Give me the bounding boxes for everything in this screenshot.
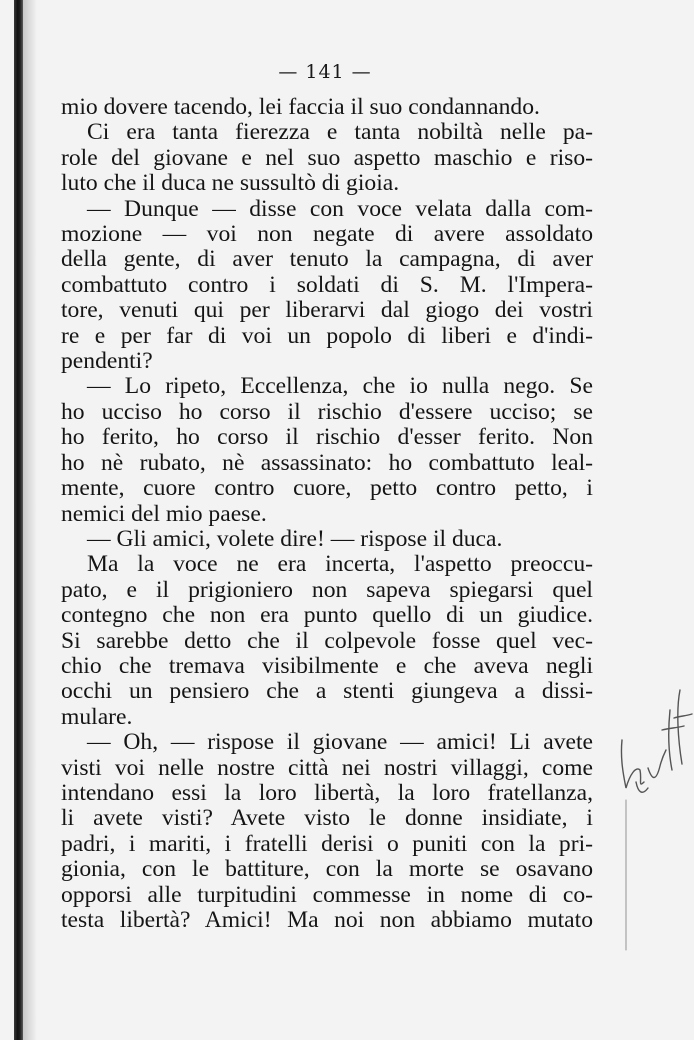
page-binding-edge [14, 0, 23, 1040]
text-line: mio dovere tacendo, lei faccia il suo condannando. [61, 94, 540, 120]
text-line: gionia, con le battiture, con la morte se osavano [61, 856, 593, 883]
text-line: Ci era tanta fierezza e tanta nobiltà nelle pa- [87, 119, 593, 146]
text-line: re e per far di voi un popolo di liberi e d'indi- [61, 322, 593, 349]
text-line: intendano essi la loro libertà, la loro fratellanza, [61, 779, 593, 806]
body-text [61, 95, 593, 933]
text-line: chio che tremava visibilmente e che aveva negli [61, 652, 593, 679]
text-line: pato, e il prigioniero non sapeva spiegarsi quel [61, 576, 593, 603]
text-line: padri, i mariti, i fratelli derisi o puniti con la pri- [61, 830, 593, 857]
text-line: pendenti? [61, 348, 153, 375]
text-line: Si sarebbe detto che il colpevole fosse quel vec- [61, 627, 593, 654]
text-line: li avete visti? Avete visto le donne insidiate, i [61, 805, 593, 832]
text-line: visti voi nelle nostre città nei nostri villaggi, come [61, 754, 593, 781]
text-line: mozione — voi non negate di avere assoldato [61, 221, 593, 248]
text-line: Ma la voce ne era incerta, l'aspetto preoccu- [87, 551, 593, 578]
text-line: occhi un pensiero che a stenti giungeva a dissi- [61, 678, 593, 705]
text-line: — Oh, — rispose il giovane — amici! Li avete [87, 729, 593, 756]
handwritten-margin-marks [614, 670, 694, 960]
text-line: della gente, di aver tenuto la campagna, di aver [61, 246, 593, 273]
text-line: ho ucciso ho corso il rischio d'essere ucciso; se [61, 398, 593, 425]
text-line: tore, venuti qui per liberarvi dal giogo dei vostri [61, 297, 593, 324]
text-line: mulare. [61, 703, 133, 730]
text-line: — Gli amici, volete dire! — rispose il duca. [87, 525, 503, 552]
text-line: luto che il duca ne sussultò di gioia. [61, 170, 400, 197]
text-line: role del giovane e nel suo aspetto maschio e riso- [61, 144, 593, 171]
page-number: — 141 — [278, 61, 372, 83]
text-line: nemici del mio paese. [61, 500, 267, 527]
text-line: mente, cuore contro cuore, petto contro petto, i [61, 475, 593, 502]
binding-shadow [23, 0, 37, 1040]
text-line: opporsi alle turpitudini commesse in nome di co- [61, 881, 593, 908]
text-line: — Lo ripeto, Eccellenza, che io nulla nego. Se [87, 373, 593, 400]
text-line: combattuto contro i soldati di S. M. l'Impera- [61, 271, 593, 298]
text-line: contegno che non era punto quello di un giudice. [61, 602, 593, 629]
text-line: ho nè rubato, nè assassinato: ho combattuto leal- [61, 449, 593, 476]
text-line: ho ferito, ho corso il rischio d'esser ferito. Non [61, 424, 593, 451]
text-line: testa libertà? Amici! Ma noi non abbiamo mutato [61, 907, 593, 933]
text-line: — Dunque — disse con voce velata dalla com- [87, 195, 593, 222]
